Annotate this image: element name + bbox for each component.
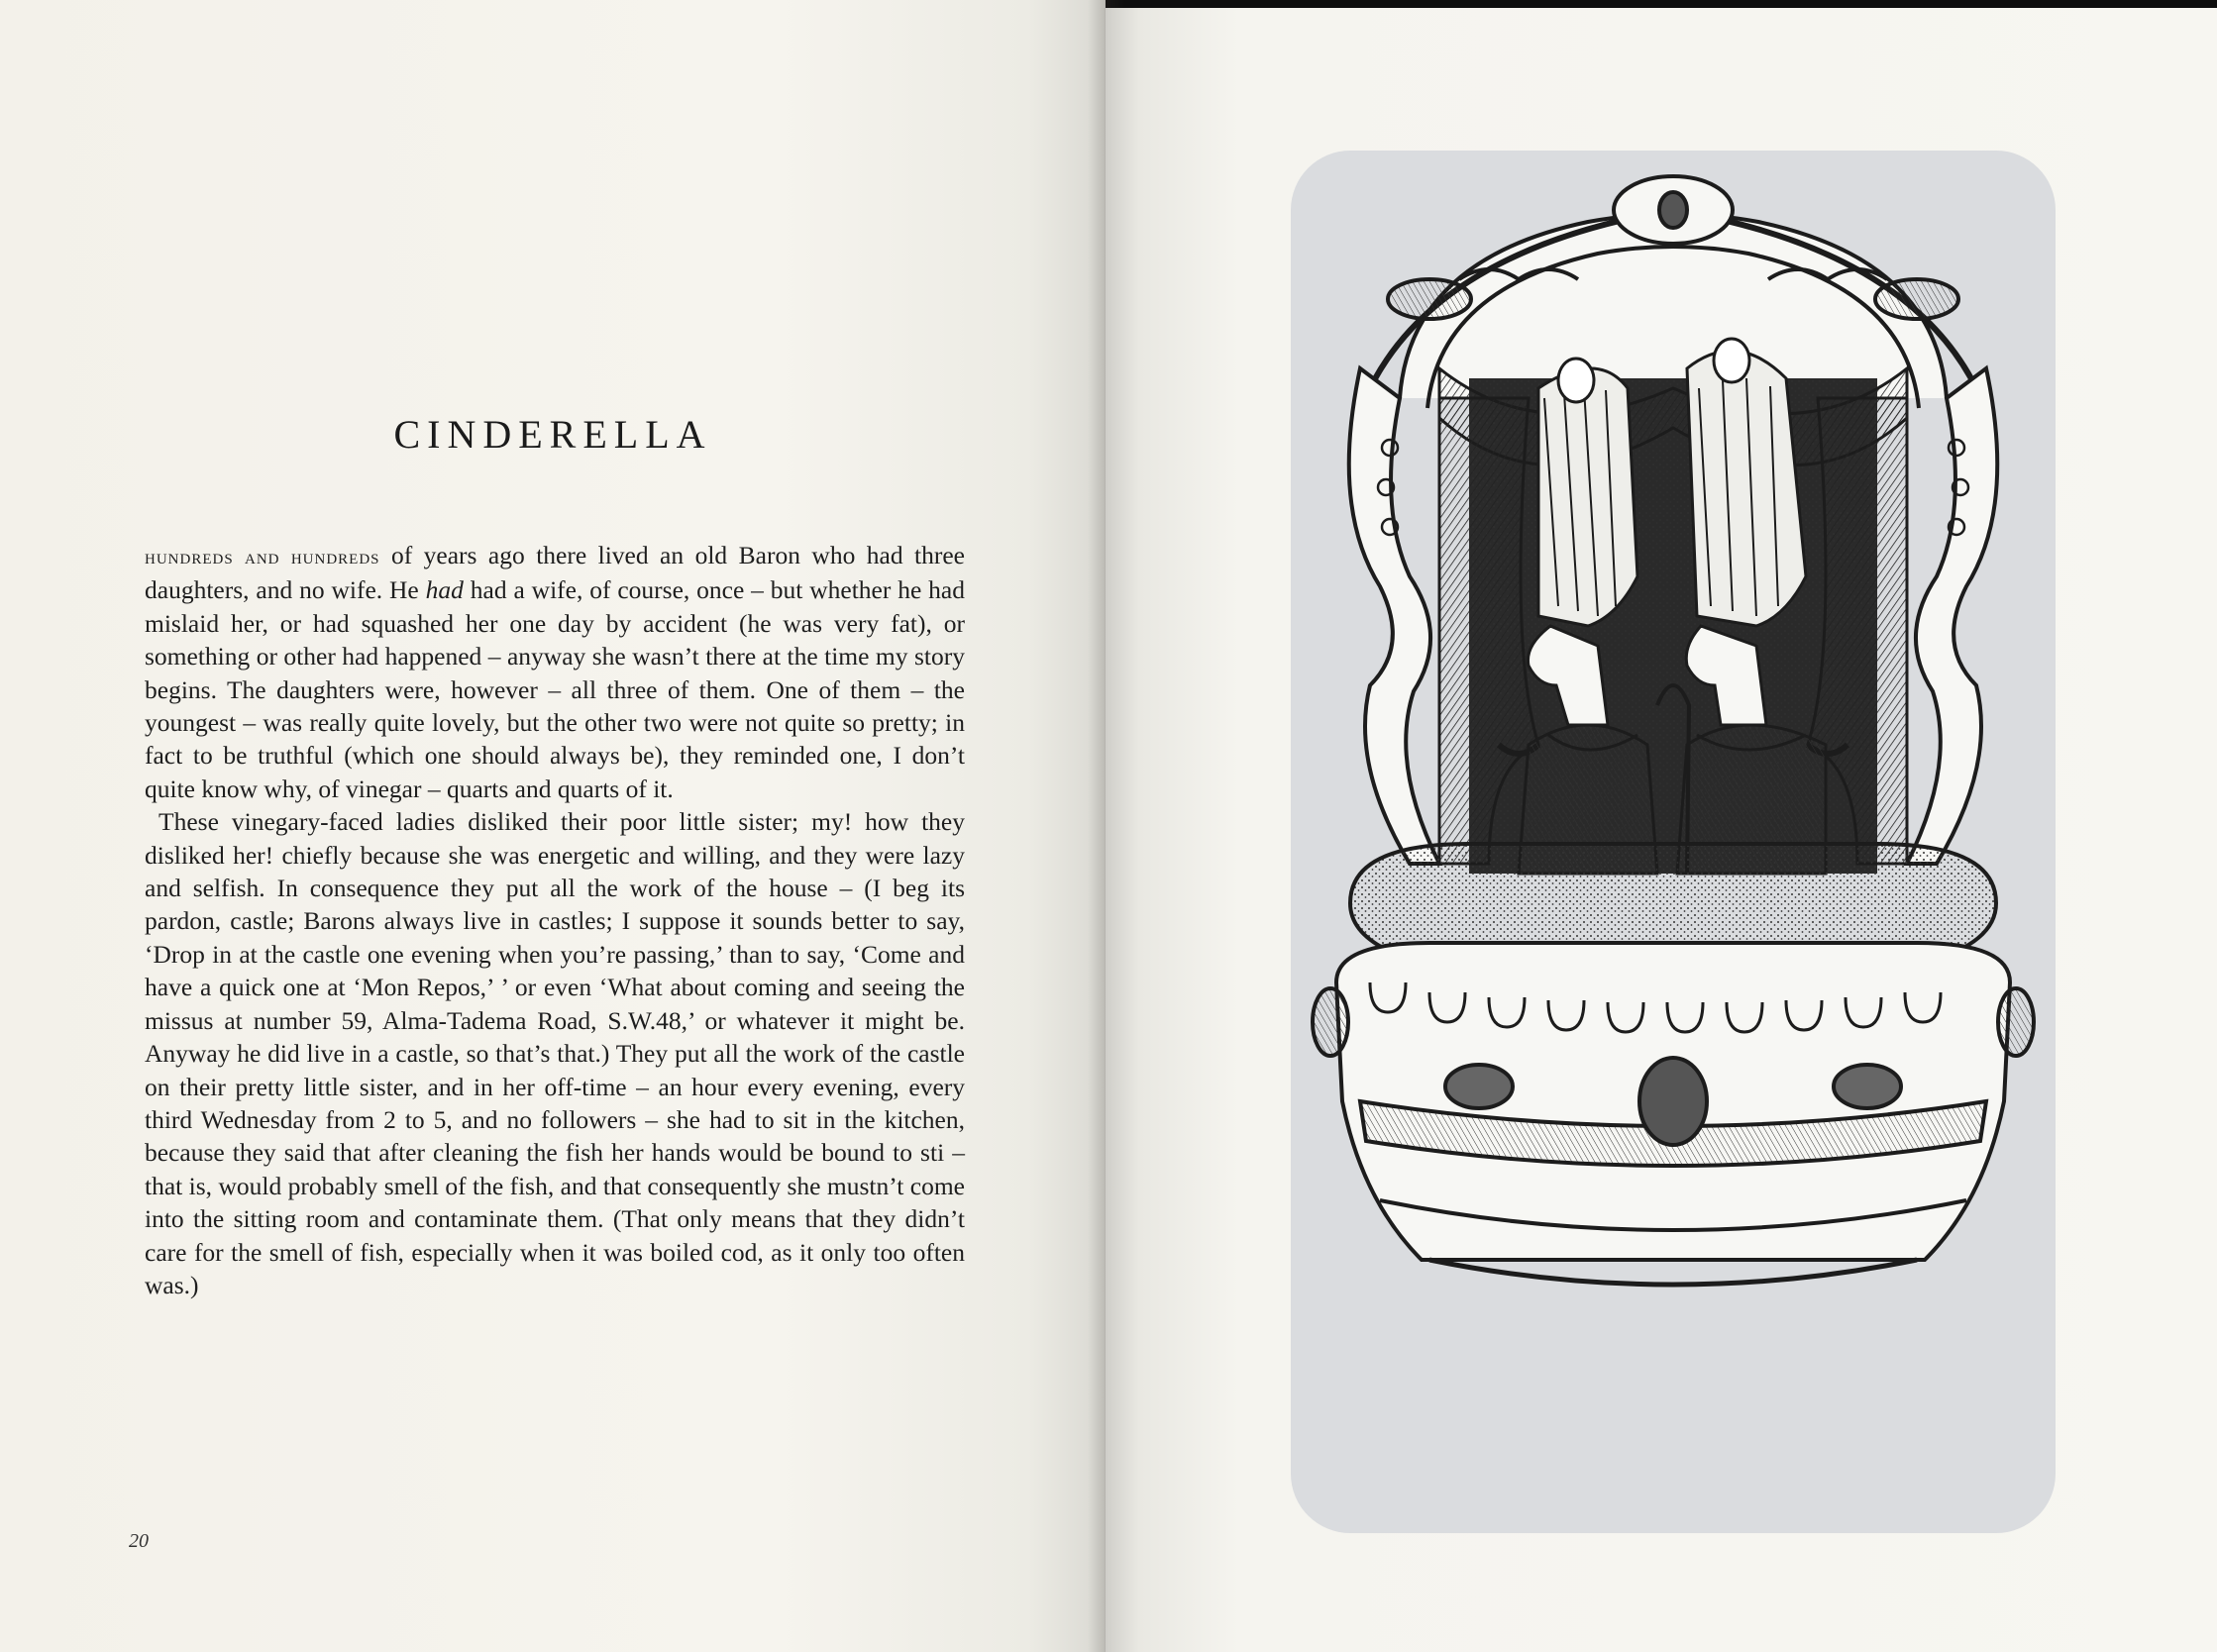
left-page xyxy=(0,0,1106,1652)
opening-small-caps: hundreds and hundreds xyxy=(145,545,380,568)
right-page xyxy=(1106,8,2217,1652)
chapter-body-text xyxy=(145,539,965,1301)
vase-base xyxy=(1313,844,2034,1285)
ornate-arch xyxy=(1370,176,1976,408)
page-number: 20 xyxy=(129,1530,149,1552)
illustration-plate xyxy=(1291,151,2056,1533)
emphasis-had: had xyxy=(425,575,464,605)
paragraph-1 xyxy=(145,539,965,805)
chapter-title: CINDERELLA xyxy=(393,412,712,457)
theatre-vase-illustration xyxy=(1291,151,2056,1533)
paragraph-2: These vinegary-faced ladies disliked their poor little sister; my! how they disliked her! chiefly because she was energetic and willing, and they were lazy and selfish. In consequence they put all the work of the house – (I beg its pardon, castle; Barons always live in castles; I suppose it sounds better to say, ‘Drop in at the castle one evening when you’re passing,’ than to say, ‘Come and have a quick one at ‘Mon Repos,’ ’ or even ‘What about coming and seeing the missus at number 59, Alma-Tadema Road, S.W.48,’ or whatever it might be. Anyway he did live in a castle, so that’s that.) They put all the work of the castle on their pretty little sister, and in her off-time – an hour every evening, every third Wednesday from 2 to 5, and no followers – she had to sit in the kitchen, because they said that after cleaning the fish her hands would be bound to sti – that is, would probably smell of the fish, and that consequently she mustn’t come into the sitting room and contaminate them. (That only means that they didn’t care for the smell of fish, especially when it was boiled cod, as it only too often was.) xyxy=(145,807,965,1299)
paragraph-1-part-a: of years ago there lived an old Baron who had three daughters, and no wife. He xyxy=(145,541,966,605)
paragraph-1-part-b: had a wife, of course, once – but whether he had mislaid her, or had squashed her one day by accident (he was very fat), or something or other had happened – anyway she wasn’t there at the time my story begins. The daughters were, however – all three of them. One of them – the youngest – was really quite lovely, but the other two were not quite so pretty; in fact to be truthful (which one should always be), they reminded one, I don’t quite know why, of vinegar – quarts and quarts of it. xyxy=(145,575,966,803)
